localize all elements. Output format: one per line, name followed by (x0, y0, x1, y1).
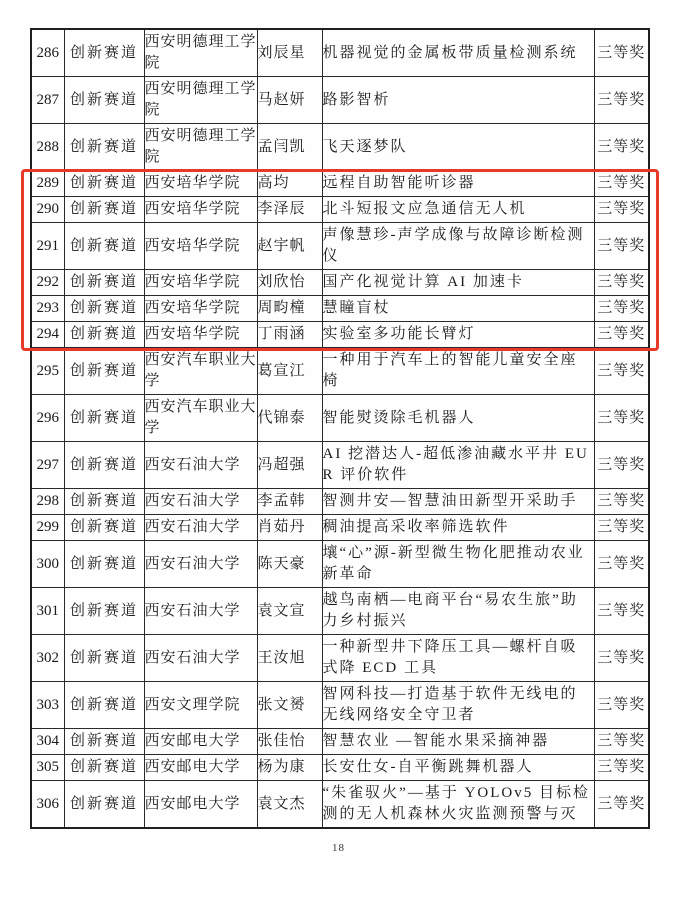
project-name-cell: 长安仕女-自平衡跳舞机器人 (322, 755, 594, 781)
leader-name-cell: 刘辰星 (257, 29, 322, 77)
row-number-cell: 304 (31, 729, 64, 755)
leader-name-cell: 李泽辰 (257, 197, 322, 223)
award-cell: 三等奖 (594, 77, 649, 124)
award-cell: 三等奖 (594, 29, 649, 77)
row-number-cell: 292 (31, 270, 64, 296)
row-number-cell: 300 (31, 541, 64, 588)
award-cell: 三等奖 (594, 755, 649, 781)
school-cell: 西安石油大学 (144, 588, 257, 635)
project-name-cell: 远程自助智能听诊器 (322, 171, 594, 197)
project-name-cell: 壤“心”源-新型微生物化肥推动农业新革命 (322, 541, 594, 588)
school-cell: 西安石油大学 (144, 635, 257, 682)
row-number-cell: 289 (31, 171, 64, 197)
project-name-cell: 智慧农业 —智能水果采摘神器 (322, 729, 594, 755)
row-number-cell: 286 (31, 29, 64, 77)
track-cell: 创新赛道 (64, 729, 144, 755)
award-cell: 三等奖 (594, 124, 649, 171)
row-number-cell: 296 (31, 395, 64, 442)
award-results-table (30, 28, 650, 829)
school-cell: 西安邮电大学 (144, 755, 257, 781)
award-cell: 三等奖 (594, 781, 649, 829)
school-cell: 西安明德理工学院 (144, 124, 257, 171)
table-row (31, 635, 649, 682)
table-row (31, 682, 649, 729)
table-row (31, 296, 649, 322)
project-name-cell: 越鸟南栖—电商平台“易农生旅”助力乡村振兴 (322, 588, 594, 635)
award-cell: 三等奖 (594, 442, 649, 489)
school-cell: 西安培华学院 (144, 223, 257, 270)
award-cell: 三等奖 (594, 223, 649, 270)
row-number-cell: 299 (31, 515, 64, 541)
table-row (31, 515, 649, 541)
track-cell: 创新赛道 (64, 442, 144, 489)
project-name-cell: 智测井安—智慧油田新型开采助手 (322, 489, 594, 515)
leader-name-cell: 张文赟 (257, 682, 322, 729)
school-cell: 西安明德理工学院 (144, 77, 257, 124)
project-name-cell: 飞天逐梦队 (322, 124, 594, 171)
track-cell: 创新赛道 (64, 124, 144, 171)
school-cell: 西安汽车职业大学 (144, 348, 257, 395)
leader-name-cell: 马赵妍 (257, 77, 322, 124)
table-row (31, 588, 649, 635)
table-row (31, 171, 649, 197)
award-cell: 三等奖 (594, 729, 649, 755)
leader-name-cell: 代锦泰 (257, 395, 322, 442)
track-cell: 创新赛道 (64, 489, 144, 515)
track-cell: 创新赛道 (64, 682, 144, 729)
row-number-cell: 297 (31, 442, 64, 489)
track-cell: 创新赛道 (64, 635, 144, 682)
track-cell: 创新赛道 (64, 322, 144, 348)
project-name-cell: 实验室多功能长臂灯 (322, 322, 594, 348)
row-number-cell: 294 (31, 322, 64, 348)
table-row (31, 270, 649, 296)
row-number-cell: 302 (31, 635, 64, 682)
award-cell: 三等奖 (594, 395, 649, 442)
leader-name-cell: 杨为康 (257, 755, 322, 781)
award-cell: 三等奖 (594, 296, 649, 322)
track-cell: 创新赛道 (64, 515, 144, 541)
school-cell: 西安培华学院 (144, 322, 257, 348)
table-row (31, 322, 649, 348)
leader-name-cell: 高均 (257, 171, 322, 197)
row-number-cell: 291 (31, 223, 64, 270)
school-cell: 西安石油大学 (144, 515, 257, 541)
award-cell: 三等奖 (594, 197, 649, 223)
award-cell: 三等奖 (594, 489, 649, 515)
school-cell: 西安石油大学 (144, 489, 257, 515)
track-cell: 创新赛道 (64, 270, 144, 296)
leader-name-cell: 刘欣怡 (257, 270, 322, 296)
project-name-cell: 智能熨烫除毛机器人 (322, 395, 594, 442)
row-number-cell: 295 (31, 348, 64, 395)
table-row (31, 77, 649, 124)
table-row (31, 541, 649, 588)
award-cell: 三等奖 (594, 270, 649, 296)
project-name-cell: 国产化视觉计算 AI 加速卡 (322, 270, 594, 296)
leader-name-cell: 孟闫凯 (257, 124, 322, 171)
school-cell: 西安培华学院 (144, 197, 257, 223)
leader-name-cell: 袁文杰 (257, 781, 322, 829)
award-cell: 三等奖 (594, 682, 649, 729)
track-cell: 创新赛道 (64, 781, 144, 829)
award-cell: 三等奖 (594, 171, 649, 197)
table-row (31, 395, 649, 442)
project-name-cell: “朱雀驭火”—基于 YOLOv5 目标检测的无人机森林火灾监测预警与灭 (322, 781, 594, 829)
school-cell: 西安培华学院 (144, 296, 257, 322)
project-name-cell: 智网科技—打造基于软件无线电的无线网络安全守卫者 (322, 682, 594, 729)
school-cell: 西安培华学院 (144, 171, 257, 197)
track-cell: 创新赛道 (64, 29, 144, 77)
page-number: 18 (332, 842, 345, 854)
track-cell: 创新赛道 (64, 588, 144, 635)
track-cell: 创新赛道 (64, 541, 144, 588)
row-number-cell: 290 (31, 197, 64, 223)
project-name-cell: 路影智析 (322, 77, 594, 124)
table-row (31, 729, 649, 755)
award-cell: 三等奖 (594, 635, 649, 682)
row-number-cell: 288 (31, 124, 64, 171)
school-cell: 西安汽车职业大学 (144, 395, 257, 442)
leader-name-cell: 冯超强 (257, 442, 322, 489)
leader-name-cell: 肖茹丹 (257, 515, 322, 541)
row-number-cell: 306 (31, 781, 64, 829)
leader-name-cell: 赵宇帆 (257, 223, 322, 270)
project-name-cell: AI 挖潜达人-超低渗油藏水平井 EUR 评价软件 (322, 442, 594, 489)
track-cell: 创新赛道 (64, 223, 144, 270)
leader-name-cell: 张佳怡 (257, 729, 322, 755)
row-number-cell: 301 (31, 588, 64, 635)
table-row (31, 755, 649, 781)
school-cell: 西安石油大学 (144, 541, 257, 588)
school-cell: 西安邮电大学 (144, 781, 257, 829)
leader-name-cell: 陈天豪 (257, 541, 322, 588)
project-name-cell: 声像慧珍-声学成像与故障诊断检测仪 (322, 223, 594, 270)
track-cell: 创新赛道 (64, 171, 144, 197)
row-number-cell: 287 (31, 77, 64, 124)
award-cell: 三等奖 (594, 348, 649, 395)
school-cell: 西安邮电大学 (144, 729, 257, 755)
school-cell: 西安石油大学 (144, 442, 257, 489)
project-name-cell: 一种用于汽车上的智能儿童安全座椅 (322, 348, 594, 395)
track-cell: 创新赛道 (64, 395, 144, 442)
award-cell: 三等奖 (594, 515, 649, 541)
school-cell: 西安文理学院 (144, 682, 257, 729)
table-row (31, 197, 649, 223)
track-cell: 创新赛道 (64, 77, 144, 124)
award-cell: 三等奖 (594, 541, 649, 588)
row-number-cell: 293 (31, 296, 64, 322)
award-cell: 三等奖 (594, 322, 649, 348)
leader-name-cell: 周畇橦 (257, 296, 322, 322)
row-number-cell: 303 (31, 682, 64, 729)
project-name-cell: 稠油提高采收率筛选软件 (322, 515, 594, 541)
leader-name-cell: 李孟韩 (257, 489, 322, 515)
row-number-cell: 305 (31, 755, 64, 781)
project-name-cell: 一种新型井下降压工具—螺杆自吸式降 ECD 工具 (322, 635, 594, 682)
project-name-cell: 慧瞳盲杖 (322, 296, 594, 322)
leader-name-cell: 葛宣江 (257, 348, 322, 395)
school-cell: 西安明德理工学院 (144, 29, 257, 77)
table-row (31, 223, 649, 270)
table-row (31, 442, 649, 489)
table-row (31, 29, 649, 77)
track-cell: 创新赛道 (64, 755, 144, 781)
row-number-cell: 298 (31, 489, 64, 515)
track-cell: 创新赛道 (64, 197, 144, 223)
leader-name-cell: 丁雨涵 (257, 322, 322, 348)
school-cell: 西安培华学院 (144, 270, 257, 296)
table-row (31, 124, 649, 171)
project-name-cell: 北斗短报文应急通信无人机 (322, 197, 594, 223)
award-cell: 三等奖 (594, 588, 649, 635)
table-row (31, 489, 649, 515)
project-name-cell: 机器视觉的金属板带质量检测系统 (322, 29, 594, 77)
leader-name-cell: 王汝旭 (257, 635, 322, 682)
table-row (31, 348, 649, 395)
leader-name-cell: 袁文宣 (257, 588, 322, 635)
table-row (31, 781, 649, 829)
track-cell: 创新赛道 (64, 348, 144, 395)
track-cell: 创新赛道 (64, 296, 144, 322)
